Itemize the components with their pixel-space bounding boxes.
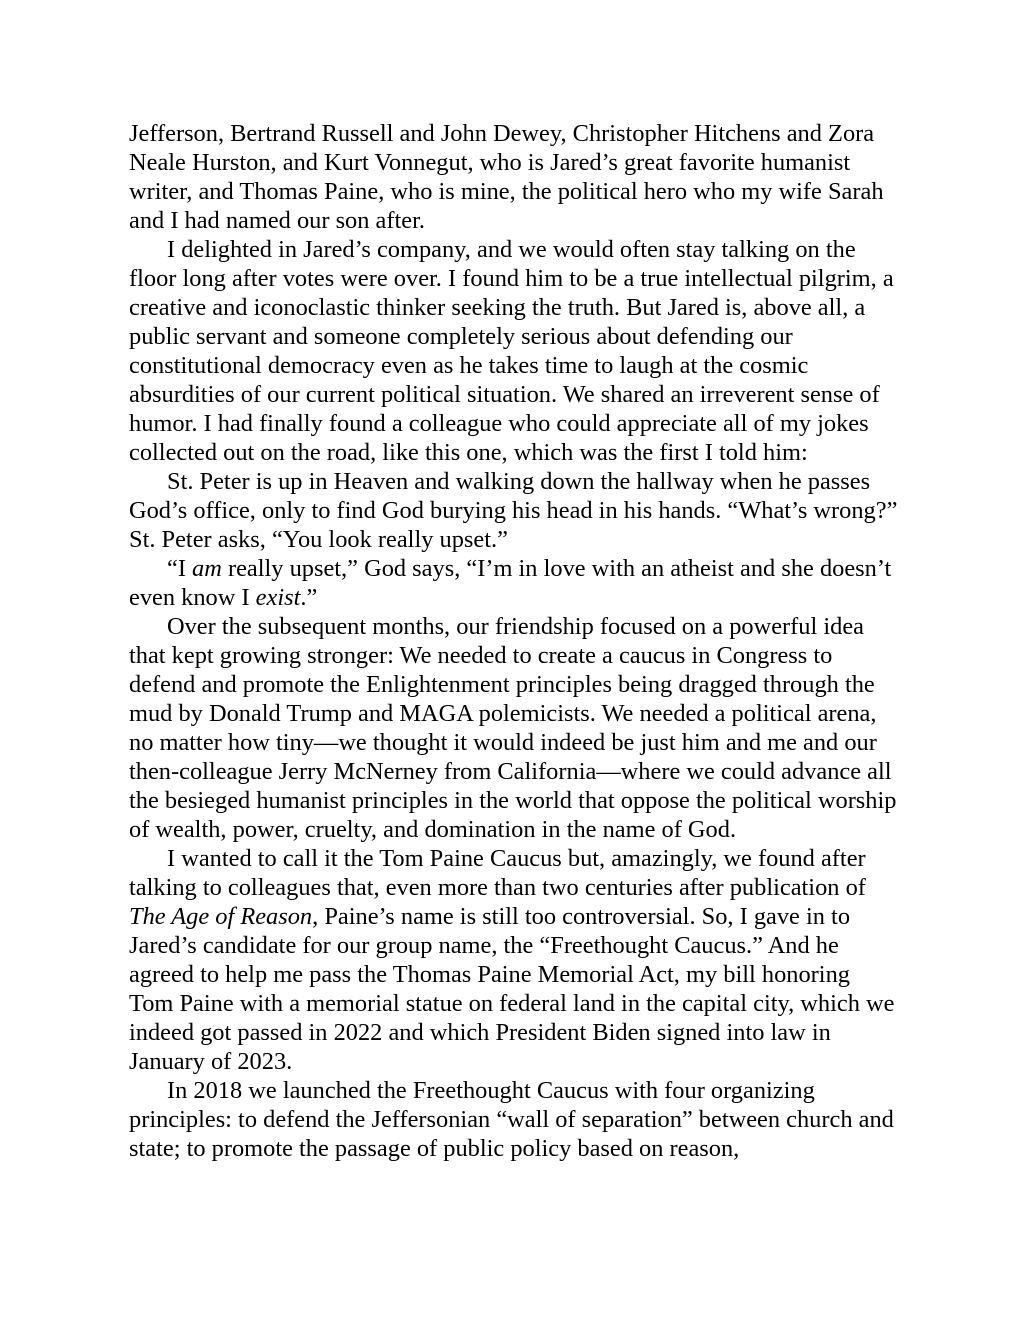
paragraph-2 xyxy=(129,235,899,467)
paragraph-7 xyxy=(129,1076,899,1163)
document-page xyxy=(129,119,899,1163)
paragraph-6 xyxy=(129,844,899,1076)
paragraph-4-italic-am: am xyxy=(192,555,222,582)
paragraph-6-text-a: I wanted to call it the Tom Paine Caucus but, amazingly, we found after talking to colleagues that, even more than two centuries after publication of xyxy=(129,845,866,901)
paragraph-3 xyxy=(129,467,899,554)
paragraph-7-text: In 2018 we launched the Freethought Caucus with four organizing principles: to defend the Jeffersonian “wall of separation” between church and state; to promote the passage of public policy based on reason, xyxy=(129,1077,894,1162)
paragraph-5 xyxy=(129,612,899,844)
paragraph-1-text: Jefferson, Bertrand Russell and John Dewey, Christopher Hitchens and Zora Neale Hurston, and Kurt Vonnegut, who is Jared’s great favorite humanist writer, and Thomas Paine, who is mine, the political hero who my wife Sarah and I had named our son after. xyxy=(129,120,884,234)
paragraph-1 xyxy=(129,119,899,235)
paragraph-4 xyxy=(129,554,899,612)
paragraph-4-text-c: .” xyxy=(300,584,318,611)
paragraph-6-book-title: The Age of Reason xyxy=(129,903,313,930)
paragraph-3-text: St. Peter is up in Heaven and walking down the hallway when he passes God’s office, only to find God burying his head in his hands. “What’s wrong?” St. Peter asks, “You look really upset.” xyxy=(129,468,898,553)
paragraph-4-text-a: “I xyxy=(167,555,193,582)
paragraph-6-text-b: , Paine’s name is still too controversial. So, I gave in to Jared’s candidate for our group name, the “Freethought Caucus.” And he agreed to help me pass the Thomas Paine Memorial Act, my bill honoring Tom Paine with a memorial statue on federal land in the capital city, which we indeed got passed in 2022 and which President Biden signed into law in January of 2023. xyxy=(129,903,895,1075)
paragraph-5-text: Over the subsequent months, our friendship focused on a powerful idea that kept growing stronger: We needed to create a caucus in Congress to defend and promote the Enlightenment principles being dragged through the mud by Donald Trump and MAGA polemicists. We needed a political arena, no matter how tiny—we thought it would indeed be just him and me and our then-colleague Jerry McNerney from California—where we could advance all the besieged humanist principles in the world that oppose the political worship of wealth, power, cruelty, and domination in the name of God. xyxy=(129,613,897,843)
paragraph-4-italic-exist: exist xyxy=(255,584,301,611)
paragraph-2-text: I delighted in Jared’s company, and we would often stay talking on the floor long after votes were over. I found him to be a true intellectual pilgrim, a creative and iconoclastic thinker seeking the truth. But Jared is, above all, a public servant and someone completely serious about defending our constitutional democracy even as he takes time to laugh at the cosmic absurdities of our current political situation. We shared an irreverent sense of humor. I had finally found a colleague who could appreciate all of my jokes collected out on the road, like this one, which was the first I told him: xyxy=(129,236,894,466)
paragraph-4-text-b: really upset,” God says, “I’m in love with an atheist and she doesn’t even know I xyxy=(129,555,892,611)
